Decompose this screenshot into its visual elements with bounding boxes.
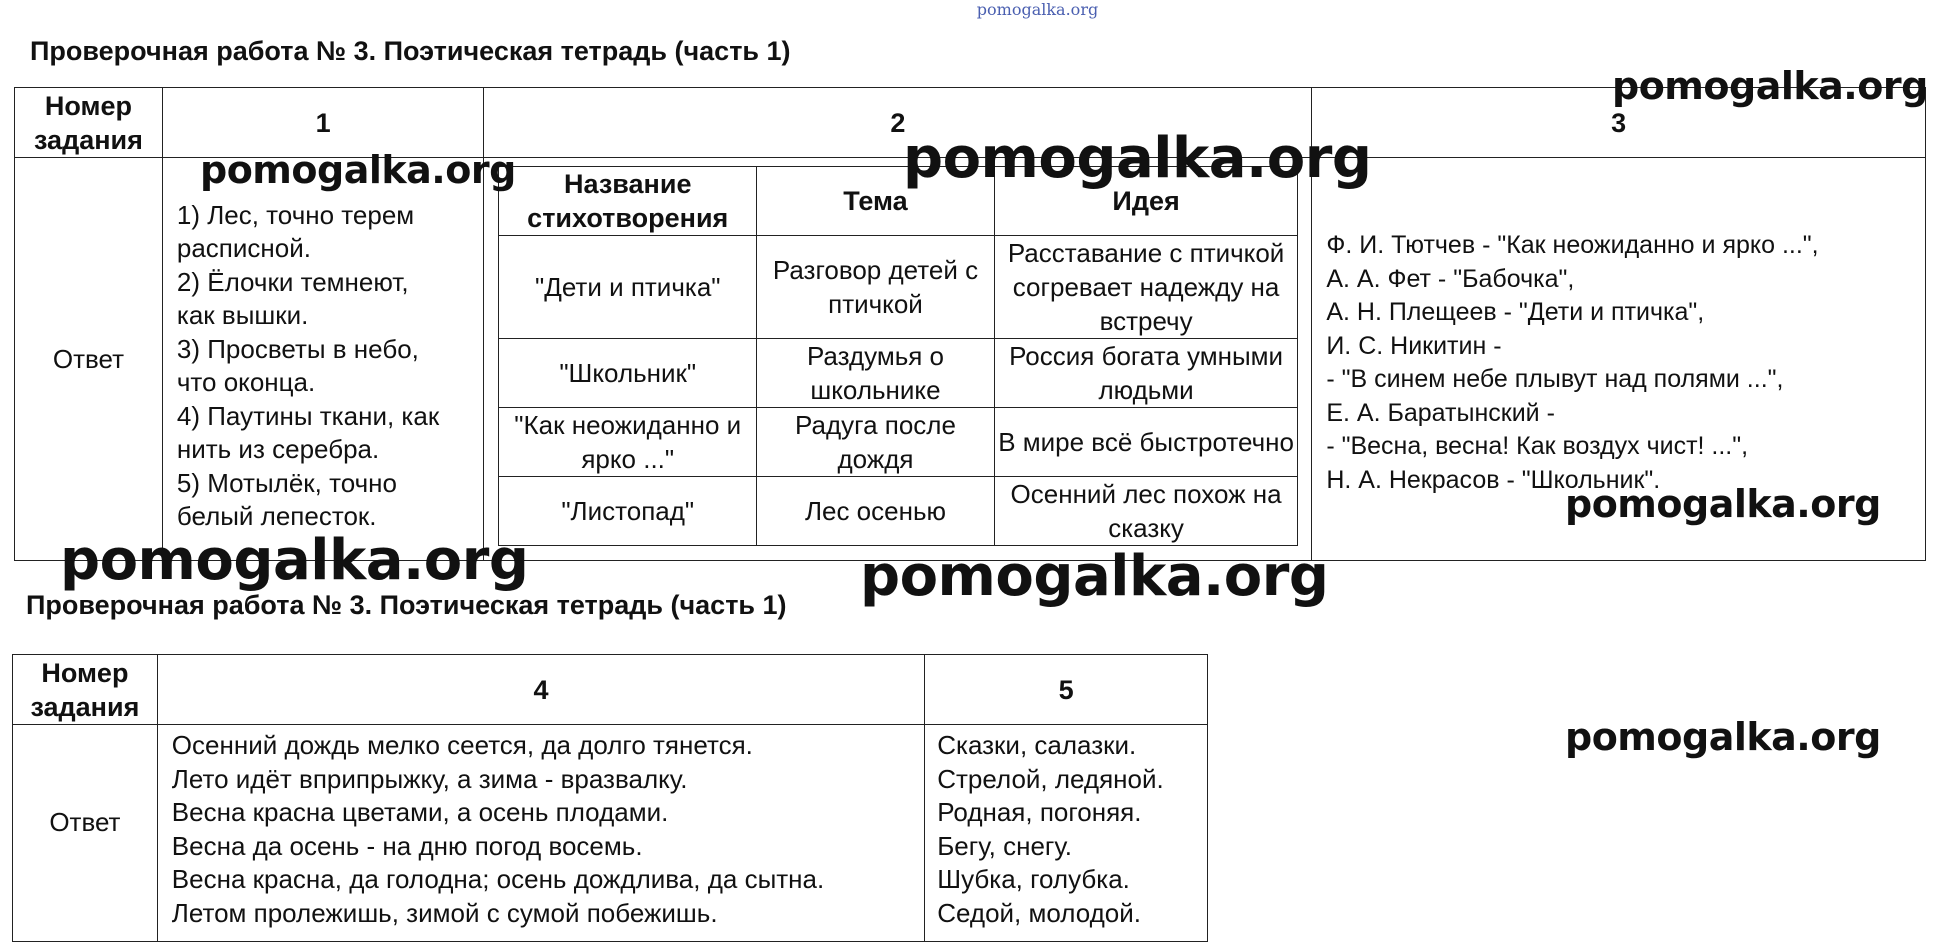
idea-cell: Россия богата умными людьми [994, 339, 1298, 408]
text-line: белый лепесток. [176, 501, 377, 531]
text-line: что оконца. [176, 367, 316, 397]
text-line: А. Н. Плещеев - "Дети и птичка", [1326, 298, 1705, 326]
task-2-header: 2 [484, 88, 1312, 158]
text-line: Н. А. Некрасов - "Школьник". [1326, 465, 1661, 494]
theme-cell: Радуга после дождя [757, 408, 995, 477]
text-line: 5) Мотылёк, точно [176, 467, 397, 498]
text-line: - "В синем небе плывут над полями ...", [1326, 365, 1784, 393]
table-row [499, 477, 1298, 546]
text-line: Стрелой, ледяной. [937, 763, 1164, 794]
text-line: Весна красна, да голодна; осень дождлива, да сытна. [171, 864, 825, 894]
poem-title-header: Название стихотворения [499, 167, 757, 236]
theme-cell: Лес осенью [757, 477, 995, 546]
task-4-answer [157, 725, 924, 942]
poems-table [498, 166, 1298, 546]
poem-title-cell: "Как неожиданно и ярко ..." [499, 408, 757, 477]
poem-title-cell: "Листопад" [499, 477, 757, 546]
poem-title-cell: "Дети и птичка" [499, 236, 757, 339]
text-line: Весна да осень - на дню погод восемь. [171, 830, 643, 861]
text-line: как вышки. [176, 300, 309, 330]
watermark: pomogalka.org [1565, 482, 1881, 526]
text-line: Ф. И. Тютчев - "Как неожиданно и ярко ...", [1326, 231, 1819, 259]
text-line: 1) Лес, точно терем [176, 199, 415, 230]
text-line: Родная, погоняя. [937, 797, 1142, 827]
text-line: Бегу, снегу. [937, 830, 1073, 861]
watermark: pomogalka.org [860, 544, 1329, 609]
site-url-top: pomogalka.org [976, 0, 1099, 19]
text-line: Сказки, салазки. [937, 730, 1137, 760]
idea-header: Идея [994, 167, 1298, 236]
text-line: Осенний дождь мелко сеется, да долго тянется. [171, 730, 753, 760]
text-line: - "Весна, весна! Как воздух чист! ...", [1326, 432, 1749, 460]
text-line: расписной. [176, 233, 311, 263]
answers-table-2 [12, 654, 1208, 942]
table-row [499, 408, 1298, 477]
worksheet-title-2: Проверочная работа № 3. Поэтическая тетрадь (часть 1) [26, 590, 787, 620]
poem-title-cell: "Школьник" [499, 339, 757, 408]
text-line: Седой, молодой. [937, 897, 1141, 928]
text-line: Весна красна цветами, а осень плодами. [171, 797, 669, 827]
theme-cell: Разговор детей с птичкой [757, 236, 995, 339]
watermark: pomogalka.org [60, 528, 529, 593]
text-line: 2) Ёлочки темнеют, [176, 266, 409, 297]
task-number-header: Номер задания [15, 88, 163, 158]
idea-cell: Расставание с птичкой согревает надежду на встречу [994, 236, 1298, 339]
answer-label: Ответ [15, 158, 163, 561]
text-line: Лето идёт вприпрыжку, а зима - вразвалку. [171, 763, 688, 794]
text-line: Е. А. Баратынский - [1326, 398, 1555, 427]
task-3-header: 3 [1312, 88, 1926, 158]
table-row [499, 339, 1298, 408]
text-line: Шубка, голубка. [937, 864, 1130, 894]
worksheet-title-1: Проверочная работа № 3. Поэтическая тетрадь (часть 1) [30, 36, 791, 66]
text-line: И. С. Никитин - [1326, 331, 1502, 360]
idea-cell: В мире всё быстротечно [994, 408, 1298, 477]
table-row [499, 236, 1298, 339]
text-line: 3) Просветы в небо, [176, 333, 419, 364]
task-5-header: 5 [925, 655, 1208, 725]
task-2-answer [484, 158, 1312, 561]
idea-cell: Осенний лес похож на сказку [994, 477, 1298, 546]
text-line: Летом пролежишь, зимой с сумой побежишь. [171, 897, 718, 928]
watermark: pomogalka.org [1612, 64, 1928, 108]
watermark: pomogalka.org [903, 126, 1372, 191]
task-1-answer [162, 158, 483, 561]
watermark: pomogalka.org [200, 148, 516, 192]
text-line: 4) Паутины ткани, как [176, 400, 440, 431]
text-line: А. А. Фет - "Бабочка", [1326, 264, 1575, 293]
answer-label: Ответ [13, 725, 158, 942]
theme-header: Тема [757, 167, 995, 236]
task-5-answer [925, 725, 1208, 942]
text-line: нить из серебра. [176, 434, 380, 464]
task-1-header: 1 [162, 88, 483, 158]
watermark: pomogalka.org [1565, 715, 1881, 759]
task-number-header: Номер задания [13, 655, 158, 725]
task-4-header: 4 [157, 655, 924, 725]
theme-cell: Раздумья о школьнике [757, 339, 995, 408]
